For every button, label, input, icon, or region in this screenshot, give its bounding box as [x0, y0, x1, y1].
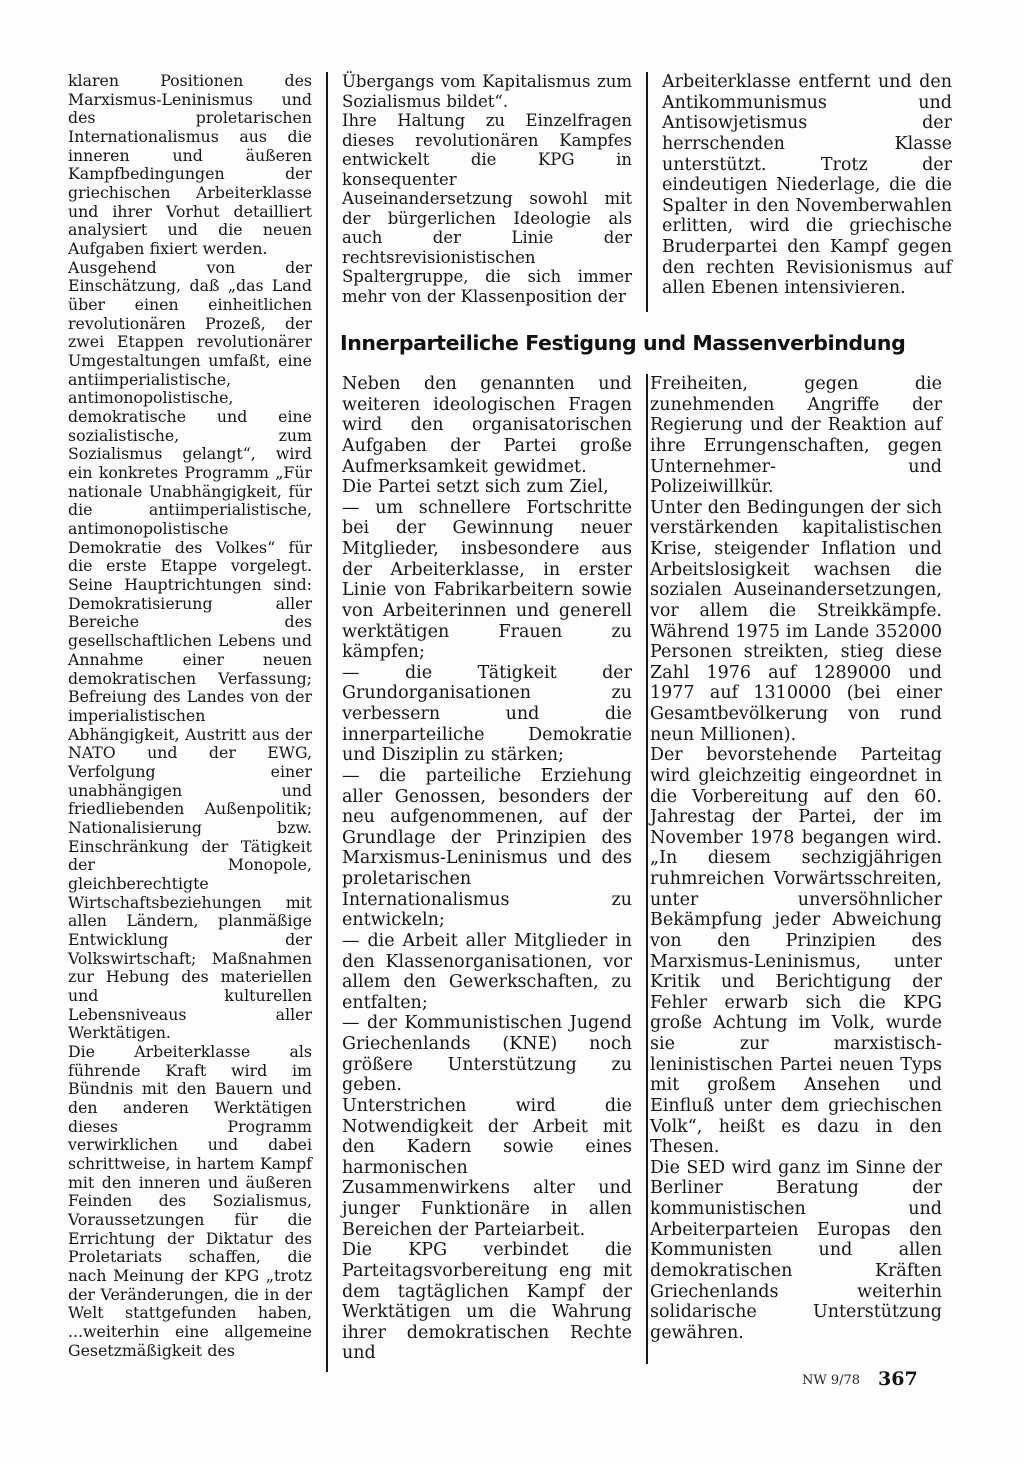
paragraph: Übergangs vom Kapitalismus zum Sozialismus bildet“. — [342, 72, 632, 111]
paragraph: Die Partei setzt sich zum Ziel, — [342, 477, 609, 498]
list-item: — die Tätigkeit der Grundorganisationen zu verbessern und die innerparteiliche Demokratie und Disziplin zu stärken; — [342, 662, 632, 766]
paragraph: Ausgehend von der Einschätzung, daß „das Land über einen einheitlichen revolutionären Prozeß, der zwei Etappen revolutionärer Umgestaltungen umfaßt, eine antiimperialistische, antimonopolistische, demokratische und eine sozialistische, zum Sozialismus gelangt“, wird ein konkretes Programm „Für nationale Unabhängigkeit, für die antiimperialistische, antimonopolistische Demokratie des Volkes“ für die erste Etappe vorgelegt. Seine Hauptrichtungen sind: Demokratisierung aller Bereiche des gesellschaftlichen Lebens und Annahme einer neuen demokratischen Verfassung; Befreiung des Landes von der imperialistischen Abhängigkeit, Austritt aus der NATO und der EWG, Verfolgung einer unabhängigen und friedliebenden Außenpolitik; Nationalisierung bzw. Einschränkung der Tätigkeit der Monopole, gleichberechtigte Wirtschaftsbeziehungen mit allen Ländern, planmäßige Entwicklung der Volkswirtschaft; Maßnahmen zur Hebung des materiellen und kulturellen Lebensniveaus aller Werktätigen. — [68, 257, 312, 1043]
paragraph: Die KPG verbindet die Parteitagsvorbereitung eng mit dem tagtäglichen Kampf der Werktätigen um die Wahrung ihrer demokratischen Rechte und — [342, 1240, 632, 1364]
list-item: — die parteiliche Erziehung aller Genossen, besonders der neu aufgenommenen, auf der Grundlage der Prinzipien des Marxismus-Leninismus und des proletarischen Internationalismus zu entwickeln; — [342, 765, 632, 931]
paragraph: Die SED wird ganz im Sinne der Berliner Beratung der kommunistischen und Arbeiterparteien Europas den Kommunisten und allen demokratischen Kräften Griechenlands weiterhin solidarische Unterstützung gewähren. — [650, 1157, 942, 1343]
list-item: — die Arbeit aller Mitglieder in den Klassenorganisationen, vor allem den Gewerkschaften, zu entfalten; — [342, 930, 632, 1013]
column-3-bottom — [650, 374, 942, 1343]
paragraph: Arbeiterklasse entfernt und den Antikommunismus und Antisowjetismus der herrschenden Klasse unterstützt. Trotz der eindeutigen Niederlage, die die Spalter in den Novemberwahlen erlitten, wird die griechische Bruderpartei den Kampf gegen den rechten Revisionismus auf allen Ebenen intensivieren. — [662, 72, 952, 299]
paragraph: Freiheiten, gegen die zunehmenden Angriffe der Regierung und der Reaktion auf ihre Errungenschaften, gegen Unternehmer- und Polizeiwillkür. — [650, 374, 942, 498]
paragraph: Unter den Bedingungen der sich verstärkenden kapitalistischen Krise, steigender Inflation und Arbeitslosigkeit wachsen die sozialen Auseinandersetzungen, vor allem die Streikkämpfe. Während 1975 im Lande 352000 Personen streikten, stieg diese Zahl 1976 auf 1289000 und 1977 auf 1310000 (bei einer Gesamtbevölkerung von rund neun Millionen). — [650, 497, 942, 745]
paragraph: Der bevorstehende Parteitag wird gleichzeitig eingeordnet in die Vorbereitung auf den 60. Jahrestag der Partei, der im November 1978 begangen wird. „In diesem sechzigjährigen ruhmreichen Vorwärtsschreiten, unter unversöhnlicher Bekämpfung jeder Abweichung von den Prinzipien des Marxismus-Leninismus, unter Kritik und Berichtigung der Fehler erwarb sich die KPG große Achtung im Volk, wurde sie zur marxistisch-leninistischen Partei neuen Typs mit großem Ansehen und Einfluß unter dem griechischen Volk“, heißt es dazu in den Thesen. — [650, 745, 942, 1158]
column-rule-2-top — [646, 72, 648, 312]
column-2-top — [342, 72, 632, 306]
column-rule-2-bottom — [646, 374, 648, 1364]
paragraph: Unterstrichen wird die Notwendigkeit der Arbeit mit den Kadern sowie eines harmonischen Zusammenwirkens alter und junger Funktionäre in allen Bereichen der Parteiarbeit. — [342, 1095, 632, 1240]
column-1 — [68, 72, 312, 1360]
section-heading: Innerparteiliche Festigung und Massenverbindung — [340, 331, 906, 355]
paragraph: klaren Positionen des Marxismus-Leninismus und des proletarischen Internationalismus aus die inneren und äußeren Kampfbedingungen der griechischen Arbeiterklasse und ihrer Vorhut detailliert analysiert und die neuen Aufgaben fixiert werden. — [68, 71, 312, 259]
paragraph: Ihre Haltung zu Einzelfragen dieses revolutionären Kampfes entwickelt die KPG in konsequenter Auseinandersetzung sowohl mit der bürgerlichen Ideologie als auch der Linie der rechtsrevisionistischen Spaltergruppe, die sich immer mehr von der Klassenposition der — [342, 111, 632, 306]
column-rule-1 — [326, 72, 328, 1372]
paragraph: Neben den genannten und weiteren ideologischen Fragen wird den organisatorischen Aufgaben der Partei große Aufmerksamkeit gewidmet. — [342, 374, 632, 477]
journal-reference: NW 9/78 — [802, 1373, 861, 1388]
page-number: 367 — [878, 1368, 918, 1390]
list-item: — der Kommunistischen Jugend Griechenlands (KNE) noch größere Unterstützung zu geben. — [342, 1013, 632, 1096]
column-2-bottom — [342, 374, 632, 1364]
list-item: — um schnellere Fortschritte bei der Gewinnung neuer Mitglieder, insbesondere aus der Arbeiterklasse, in erster Linie von Fabrikarbeitern sowie von Arbeiterinnen und generell werktätigen Frauen zu kämpfen; — [342, 497, 632, 663]
column-3-top — [662, 72, 952, 299]
paragraph: Die Arbeiterklasse als führende Kraft wird im Bündnis mit den Bauern und den anderen Werktätigen dieses Programm verwirklichen und dabei schrittweise, in hartem Kampf mit den inneren und äußeren Feinden des Sozialismus, Voraussetzungen für die Errichtung der Diktatur des Proletariats schaffen, die nach Meinung der KPG „trotz der Veränderungen, die in der Welt stattgefunden haben, ...weiterhin eine allgemeine Gesetzmäßigkeit des — [68, 1041, 312, 1360]
